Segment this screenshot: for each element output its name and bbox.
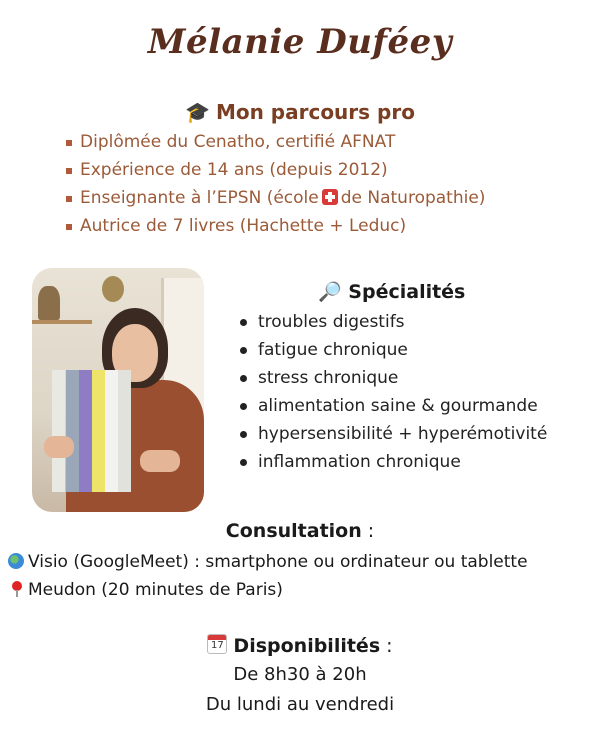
specialites-heading [318, 280, 465, 303]
photo-book [92, 370, 105, 492]
globe-icon [8, 553, 24, 569]
list-item: inflammation chronique [236, 448, 547, 476]
photo-book [66, 370, 79, 492]
page-title: Mélanie Duféey [147, 22, 453, 62]
list-item: troubles digestifs [236, 308, 547, 336]
list-item: hypersensibilité + hyperémotivité [236, 420, 547, 448]
photo-book [79, 370, 92, 492]
disponibilites-hours: De 8h30 à 20h [233, 664, 367, 685]
disponibilites-heading-text: Disponibilités [233, 635, 381, 657]
list-item [64, 156, 485, 184]
consultation-location-text: Meudon (20 minutes de Paris) [28, 580, 283, 600]
calendar-day: 17 [211, 640, 224, 651]
consultation-location [8, 580, 283, 600]
parcours-heading [0, 100, 600, 124]
magnifying-glass-icon: 🔎 [318, 281, 342, 303]
disponibilites-days: Du lundi au vendredi [205, 694, 395, 715]
list-item: fatigue chronique [236, 336, 547, 364]
photo-book [105, 370, 118, 492]
photo-hand [44, 436, 74, 458]
parcours-item-text: Autrice de 7 livres (Hachette + Leduc) [80, 216, 407, 236]
parcours-item-text: de Naturopathie) [340, 188, 486, 208]
parcours-item-text: Expérience de 14 ans (depuis 2012) [80, 160, 388, 180]
consultation-heading [0, 520, 600, 542]
consultation-heading-text: Consultation [225, 520, 362, 542]
parcours-item-text: Diplômée du Cenatho, certifié AFNAT [80, 132, 396, 152]
parcours-list [64, 128, 485, 240]
photo-plant [102, 276, 124, 302]
calendar-icon [207, 634, 227, 654]
red-cross-icon [322, 189, 338, 205]
disponibilites-heading [0, 634, 600, 657]
list-item [64, 212, 485, 240]
parcours-item-text: Enseignante à l’EPSN (école [80, 188, 319, 208]
parcours-heading-text: Mon parcours pro [215, 100, 415, 124]
portrait-photo [32, 268, 204, 512]
list-item: alimentation saine & gourmande [236, 392, 547, 420]
consultation-heading-suffix: : [361, 520, 375, 542]
photo-shelf [32, 320, 92, 324]
pin-icon [12, 581, 22, 597]
consultation-visio-text: Visio (GoogleMeet) : smartphone ou ordinateur ou tablette [28, 552, 528, 572]
consultation-visio [8, 552, 528, 572]
list-item: stress chronique [236, 364, 547, 392]
photo-book [52, 370, 65, 492]
photo-hand [140, 450, 180, 472]
photo-plant [38, 286, 60, 320]
list-item [64, 184, 485, 212]
graduation-cap-icon: 🎓 [185, 100, 210, 124]
list-item [64, 128, 485, 156]
photo-book [118, 370, 131, 492]
disponibilites-heading-suffix: : [380, 635, 393, 657]
specialites-heading-text: Spécialités [348, 281, 466, 303]
specialites-list [236, 308, 547, 476]
